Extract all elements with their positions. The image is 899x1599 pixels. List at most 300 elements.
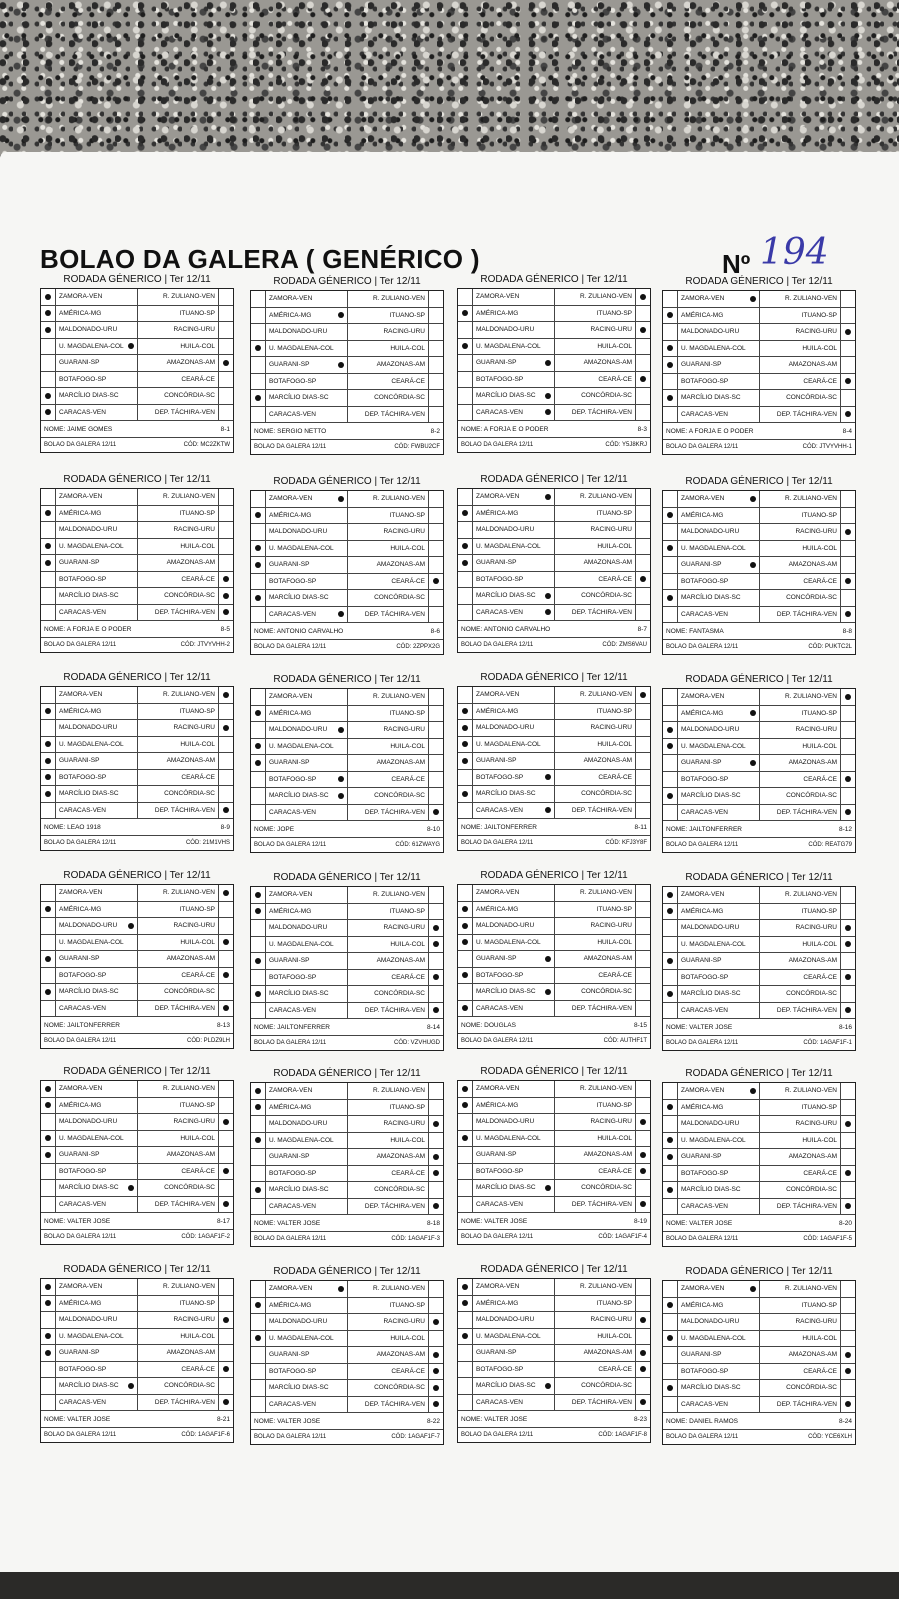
away-mark-cell[interactable] [428,557,443,573]
away-mark-cell[interactable] [218,322,233,338]
away-mark-cell[interactable] [635,388,650,404]
away-mark-cell[interactable] [840,590,855,606]
away-mark-cell[interactable] [840,1331,855,1347]
home-mark-cell[interactable] [458,687,473,703]
home-mark-cell[interactable] [663,508,678,524]
away-mark-cell[interactable] [840,722,855,738]
home-mark-cell[interactable] [41,506,56,522]
home-mark-cell[interactable] [458,555,473,571]
away-mark-cell[interactable] [840,357,855,373]
away-mark-cell[interactable] [428,937,443,953]
away-mark-cell[interactable] [428,1182,443,1198]
away-mark-cell[interactable] [840,1149,855,1165]
home-mark-cell[interactable] [251,887,266,903]
home-mark-cell[interactable] [663,1116,678,1132]
away-mark-cell[interactable] [218,720,233,736]
away-mark-cell[interactable] [218,588,233,604]
away-mark-cell[interactable] [218,1081,233,1097]
away-mark-cell[interactable] [840,374,855,390]
away-mark-cell[interactable] [428,357,443,373]
home-mark-cell[interactable] [251,1314,266,1330]
away-mark-cell[interactable] [218,605,233,621]
away-mark-cell[interactable] [635,506,650,522]
away-mark-cell[interactable] [840,920,855,936]
home-mark-cell[interactable] [458,489,473,505]
away-mark-cell[interactable] [218,539,233,555]
home-mark-cell[interactable] [663,1182,678,1198]
home-mark-cell[interactable] [458,1395,473,1411]
home-mark-cell[interactable] [251,788,266,804]
away-mark-cell[interactable] [218,1362,233,1378]
home-mark-cell[interactable] [458,355,473,371]
home-mark-cell[interactable] [663,920,678,936]
away-mark-cell[interactable] [840,524,855,540]
away-mark-cell[interactable] [635,1378,650,1394]
away-mark-cell[interactable] [428,508,443,524]
away-mark-cell[interactable] [428,739,443,755]
home-mark-cell[interactable] [458,1197,473,1213]
away-mark-cell[interactable] [840,937,855,953]
away-mark-cell[interactable] [218,1296,233,1312]
home-mark-cell[interactable] [458,339,473,355]
away-mark-cell[interactable] [635,770,650,786]
away-mark-cell[interactable] [840,407,855,423]
away-mark-cell[interactable] [218,489,233,505]
home-mark-cell[interactable] [663,1298,678,1314]
away-mark-cell[interactable] [840,953,855,969]
away-mark-cell[interactable] [840,904,855,920]
away-mark-cell[interactable] [428,1199,443,1215]
home-mark-cell[interactable] [41,720,56,736]
away-mark-cell[interactable] [428,689,443,705]
home-mark-cell[interactable] [251,1298,266,1314]
away-mark-cell[interactable] [840,1298,855,1314]
away-mark-cell[interactable] [635,489,650,505]
away-mark-cell[interactable] [840,1380,855,1396]
home-mark-cell[interactable] [663,341,678,357]
away-mark-cell[interactable] [840,324,855,340]
away-mark-cell[interactable] [635,405,650,421]
home-mark-cell[interactable] [251,1003,266,1019]
away-mark-cell[interactable] [428,390,443,406]
home-mark-cell[interactable] [458,322,473,338]
away-mark-cell[interactable] [218,687,233,703]
home-mark-cell[interactable] [41,803,56,819]
home-mark-cell[interactable] [663,887,678,903]
home-mark-cell[interactable] [251,920,266,936]
home-mark-cell[interactable] [663,722,678,738]
away-mark-cell[interactable] [840,805,855,821]
away-mark-cell[interactable] [218,803,233,819]
away-mark-cell[interactable] [218,1329,233,1345]
home-mark-cell[interactable] [458,1312,473,1328]
home-mark-cell[interactable] [41,1131,56,1147]
home-mark-cell[interactable] [251,1116,266,1132]
away-mark-cell[interactable] [428,788,443,804]
home-mark-cell[interactable] [41,605,56,621]
away-mark-cell[interactable] [218,355,233,371]
away-mark-cell[interactable] [218,704,233,720]
home-mark-cell[interactable] [41,539,56,555]
home-mark-cell[interactable] [251,739,266,755]
home-mark-cell[interactable] [41,918,56,934]
away-mark-cell[interactable] [840,706,855,722]
home-mark-cell[interactable] [458,951,473,967]
away-mark-cell[interactable] [428,291,443,307]
away-mark-cell[interactable] [428,541,443,557]
home-mark-cell[interactable] [41,405,56,421]
home-mark-cell[interactable] [251,557,266,573]
home-mark-cell[interactable] [663,291,678,307]
home-mark-cell[interactable] [41,388,56,404]
away-mark-cell[interactable] [428,374,443,390]
home-mark-cell[interactable] [663,1380,678,1396]
home-mark-cell[interactable] [41,984,56,1000]
away-mark-cell[interactable] [218,770,233,786]
home-mark-cell[interactable] [41,1098,56,1114]
home-mark-cell[interactable] [251,1347,266,1363]
away-mark-cell[interactable] [840,1281,855,1297]
away-mark-cell[interactable] [840,1116,855,1132]
home-mark-cell[interactable] [41,322,56,338]
home-mark-cell[interactable] [663,1364,678,1380]
home-mark-cell[interactable] [41,572,56,588]
home-mark-cell[interactable] [41,522,56,538]
home-mark-cell[interactable] [41,1180,56,1196]
away-mark-cell[interactable] [218,951,233,967]
away-mark-cell[interactable] [428,1298,443,1314]
away-mark-cell[interactable] [218,902,233,918]
home-mark-cell[interactable] [663,706,678,722]
home-mark-cell[interactable] [458,902,473,918]
away-mark-cell[interactable] [840,1199,855,1215]
home-mark-cell[interactable] [41,935,56,951]
away-mark-cell[interactable] [428,524,443,540]
away-mark-cell[interactable] [218,1001,233,1017]
away-mark-cell[interactable] [428,1100,443,1116]
away-mark-cell[interactable] [635,1114,650,1130]
away-mark-cell[interactable] [840,970,855,986]
home-mark-cell[interactable] [251,689,266,705]
home-mark-cell[interactable] [251,722,266,738]
away-mark-cell[interactable] [635,968,650,984]
away-mark-cell[interactable] [428,970,443,986]
home-mark-cell[interactable] [41,753,56,769]
away-mark-cell[interactable] [635,786,650,802]
home-mark-cell[interactable] [663,970,678,986]
home-mark-cell[interactable] [41,1197,56,1213]
away-mark-cell[interactable] [218,1197,233,1213]
home-mark-cell[interactable] [41,289,56,305]
away-mark-cell[interactable] [218,1131,233,1147]
home-mark-cell[interactable] [458,720,473,736]
home-mark-cell[interactable] [41,1345,56,1361]
away-mark-cell[interactable] [635,555,650,571]
away-mark-cell[interactable] [840,1347,855,1363]
away-mark-cell[interactable] [218,572,233,588]
away-mark-cell[interactable] [635,803,650,819]
home-mark-cell[interactable] [41,555,56,571]
away-mark-cell[interactable] [218,555,233,571]
away-mark-cell[interactable] [635,1329,650,1345]
away-mark-cell[interactable] [635,737,650,753]
home-mark-cell[interactable] [663,953,678,969]
home-mark-cell[interactable] [251,1397,266,1413]
home-mark-cell[interactable] [251,341,266,357]
home-mark-cell[interactable] [663,1100,678,1116]
away-mark-cell[interactable] [218,935,233,951]
home-mark-cell[interactable] [458,1001,473,1017]
away-mark-cell[interactable] [840,739,855,755]
home-mark-cell[interactable] [251,772,266,788]
away-mark-cell[interactable] [218,984,233,1000]
away-mark-cell[interactable] [428,1314,443,1330]
home-mark-cell[interactable] [251,590,266,606]
away-mark-cell[interactable] [218,1312,233,1328]
home-mark-cell[interactable] [251,1166,266,1182]
away-mark-cell[interactable] [428,590,443,606]
away-mark-cell[interactable] [428,1166,443,1182]
home-mark-cell[interactable] [41,588,56,604]
home-mark-cell[interactable] [251,1281,266,1297]
away-mark-cell[interactable] [635,1345,650,1361]
home-mark-cell[interactable] [663,1347,678,1363]
home-mark-cell[interactable] [458,1279,473,1295]
away-mark-cell[interactable] [218,786,233,802]
away-mark-cell[interactable] [428,1003,443,1019]
away-mark-cell[interactable] [428,1133,443,1149]
home-mark-cell[interactable] [251,1149,266,1165]
home-mark-cell[interactable] [251,541,266,557]
home-mark-cell[interactable] [41,1164,56,1180]
away-mark-cell[interactable] [635,687,650,703]
away-mark-cell[interactable] [635,1098,650,1114]
home-mark-cell[interactable] [251,1083,266,1099]
home-mark-cell[interactable] [663,1397,678,1413]
home-mark-cell[interactable] [663,324,678,340]
away-mark-cell[interactable] [428,986,443,1002]
away-mark-cell[interactable] [840,291,855,307]
home-mark-cell[interactable] [251,508,266,524]
home-mark-cell[interactable] [663,1166,678,1182]
home-mark-cell[interactable] [663,1199,678,1215]
away-mark-cell[interactable] [218,1164,233,1180]
home-mark-cell[interactable] [458,737,473,753]
home-mark-cell[interactable] [251,1100,266,1116]
home-mark-cell[interactable] [458,1180,473,1196]
away-mark-cell[interactable] [635,1197,650,1213]
away-mark-cell[interactable] [428,1364,443,1380]
home-mark-cell[interactable] [458,588,473,604]
away-mark-cell[interactable] [635,539,650,555]
home-mark-cell[interactable] [251,374,266,390]
home-mark-cell[interactable] [458,1147,473,1163]
away-mark-cell[interactable] [635,372,650,388]
away-mark-cell[interactable] [840,341,855,357]
home-mark-cell[interactable] [663,607,678,623]
home-mark-cell[interactable] [663,1314,678,1330]
home-mark-cell[interactable] [251,953,266,969]
home-mark-cell[interactable] [41,885,56,901]
home-mark-cell[interactable] [41,1362,56,1378]
home-mark-cell[interactable] [251,986,266,1002]
away-mark-cell[interactable] [428,887,443,903]
home-mark-cell[interactable] [458,539,473,555]
home-mark-cell[interactable] [663,407,678,423]
home-mark-cell[interactable] [458,704,473,720]
away-mark-cell[interactable] [635,918,650,934]
home-mark-cell[interactable] [458,605,473,621]
home-mark-cell[interactable] [251,524,266,540]
home-mark-cell[interactable] [41,786,56,802]
away-mark-cell[interactable] [635,1362,650,1378]
away-mark-cell[interactable] [635,753,650,769]
away-mark-cell[interactable] [635,588,650,604]
away-mark-cell[interactable] [428,1116,443,1132]
home-mark-cell[interactable] [251,1133,266,1149]
home-mark-cell[interactable] [41,355,56,371]
away-mark-cell[interactable] [840,1003,855,1019]
away-mark-cell[interactable] [428,308,443,324]
home-mark-cell[interactable] [251,937,266,953]
home-mark-cell[interactable] [663,1133,678,1149]
away-mark-cell[interactable] [218,372,233,388]
away-mark-cell[interactable] [840,1100,855,1116]
away-mark-cell[interactable] [218,1345,233,1361]
away-mark-cell[interactable] [428,920,443,936]
home-mark-cell[interactable] [41,1296,56,1312]
away-mark-cell[interactable] [218,506,233,522]
away-mark-cell[interactable] [635,1296,650,1312]
home-mark-cell[interactable] [458,885,473,901]
away-mark-cell[interactable] [840,1314,855,1330]
away-mark-cell[interactable] [635,289,650,305]
home-mark-cell[interactable] [663,937,678,953]
home-mark-cell[interactable] [251,970,266,986]
home-mark-cell[interactable] [663,1149,678,1165]
home-mark-cell[interactable] [251,491,266,507]
away-mark-cell[interactable] [840,308,855,324]
away-mark-cell[interactable] [840,986,855,1002]
home-mark-cell[interactable] [458,506,473,522]
home-mark-cell[interactable] [458,306,473,322]
home-mark-cell[interactable] [458,372,473,388]
home-mark-cell[interactable] [458,786,473,802]
away-mark-cell[interactable] [840,1364,855,1380]
away-mark-cell[interactable] [635,572,650,588]
home-mark-cell[interactable] [458,1345,473,1361]
home-mark-cell[interactable] [458,1164,473,1180]
away-mark-cell[interactable] [428,1347,443,1363]
away-mark-cell[interactable] [840,1133,855,1149]
home-mark-cell[interactable] [458,918,473,934]
away-mark-cell[interactable] [428,1149,443,1165]
away-mark-cell[interactable] [635,1279,650,1295]
away-mark-cell[interactable] [635,984,650,1000]
home-mark-cell[interactable] [663,308,678,324]
away-mark-cell[interactable] [218,1378,233,1394]
home-mark-cell[interactable] [663,986,678,1002]
away-mark-cell[interactable] [428,722,443,738]
away-mark-cell[interactable] [840,788,855,804]
home-mark-cell[interactable] [458,935,473,951]
home-mark-cell[interactable] [458,1098,473,1114]
home-mark-cell[interactable] [41,1081,56,1097]
home-mark-cell[interactable] [251,324,266,340]
away-mark-cell[interactable] [840,689,855,705]
away-mark-cell[interactable] [428,407,443,423]
away-mark-cell[interactable] [428,607,443,623]
home-mark-cell[interactable] [458,753,473,769]
away-mark-cell[interactable] [218,1147,233,1163]
home-mark-cell[interactable] [458,405,473,421]
home-mark-cell[interactable] [251,1380,266,1396]
home-mark-cell[interactable] [458,1362,473,1378]
away-mark-cell[interactable] [428,755,443,771]
away-mark-cell[interactable] [840,1083,855,1099]
away-mark-cell[interactable] [218,1098,233,1114]
away-mark-cell[interactable] [635,322,650,338]
home-mark-cell[interactable] [251,607,266,623]
home-mark-cell[interactable] [251,357,266,373]
away-mark-cell[interactable] [218,737,233,753]
home-mark-cell[interactable] [458,1081,473,1097]
home-mark-cell[interactable] [251,904,266,920]
home-mark-cell[interactable] [663,1281,678,1297]
away-mark-cell[interactable] [840,887,855,903]
away-mark-cell[interactable] [635,1081,650,1097]
away-mark-cell[interactable] [635,339,650,355]
away-mark-cell[interactable] [840,574,855,590]
away-mark-cell[interactable] [635,522,650,538]
home-mark-cell[interactable] [663,390,678,406]
away-mark-cell[interactable] [428,904,443,920]
home-mark-cell[interactable] [663,374,678,390]
home-mark-cell[interactable] [41,737,56,753]
away-mark-cell[interactable] [635,1180,650,1196]
home-mark-cell[interactable] [663,491,678,507]
home-mark-cell[interactable] [41,339,56,355]
home-mark-cell[interactable] [458,984,473,1000]
away-mark-cell[interactable] [428,953,443,969]
away-mark-cell[interactable] [840,772,855,788]
away-mark-cell[interactable] [218,522,233,538]
home-mark-cell[interactable] [41,306,56,322]
home-mark-cell[interactable] [458,572,473,588]
away-mark-cell[interactable] [428,341,443,357]
away-mark-cell[interactable] [218,388,233,404]
home-mark-cell[interactable] [458,968,473,984]
home-mark-cell[interactable] [663,739,678,755]
away-mark-cell[interactable] [635,951,650,967]
home-mark-cell[interactable] [458,289,473,305]
away-mark-cell[interactable] [428,1331,443,1347]
home-mark-cell[interactable] [41,489,56,505]
away-mark-cell[interactable] [218,1114,233,1130]
home-mark-cell[interactable] [458,522,473,538]
home-mark-cell[interactable] [41,951,56,967]
away-mark-cell[interactable] [635,306,650,322]
home-mark-cell[interactable] [251,1199,266,1215]
home-mark-cell[interactable] [251,308,266,324]
home-mark-cell[interactable] [251,1364,266,1380]
home-mark-cell[interactable] [41,1147,56,1163]
home-mark-cell[interactable] [251,805,266,821]
away-mark-cell[interactable] [428,1281,443,1297]
away-mark-cell[interactable] [428,1397,443,1413]
home-mark-cell[interactable] [663,541,678,557]
home-mark-cell[interactable] [458,1131,473,1147]
